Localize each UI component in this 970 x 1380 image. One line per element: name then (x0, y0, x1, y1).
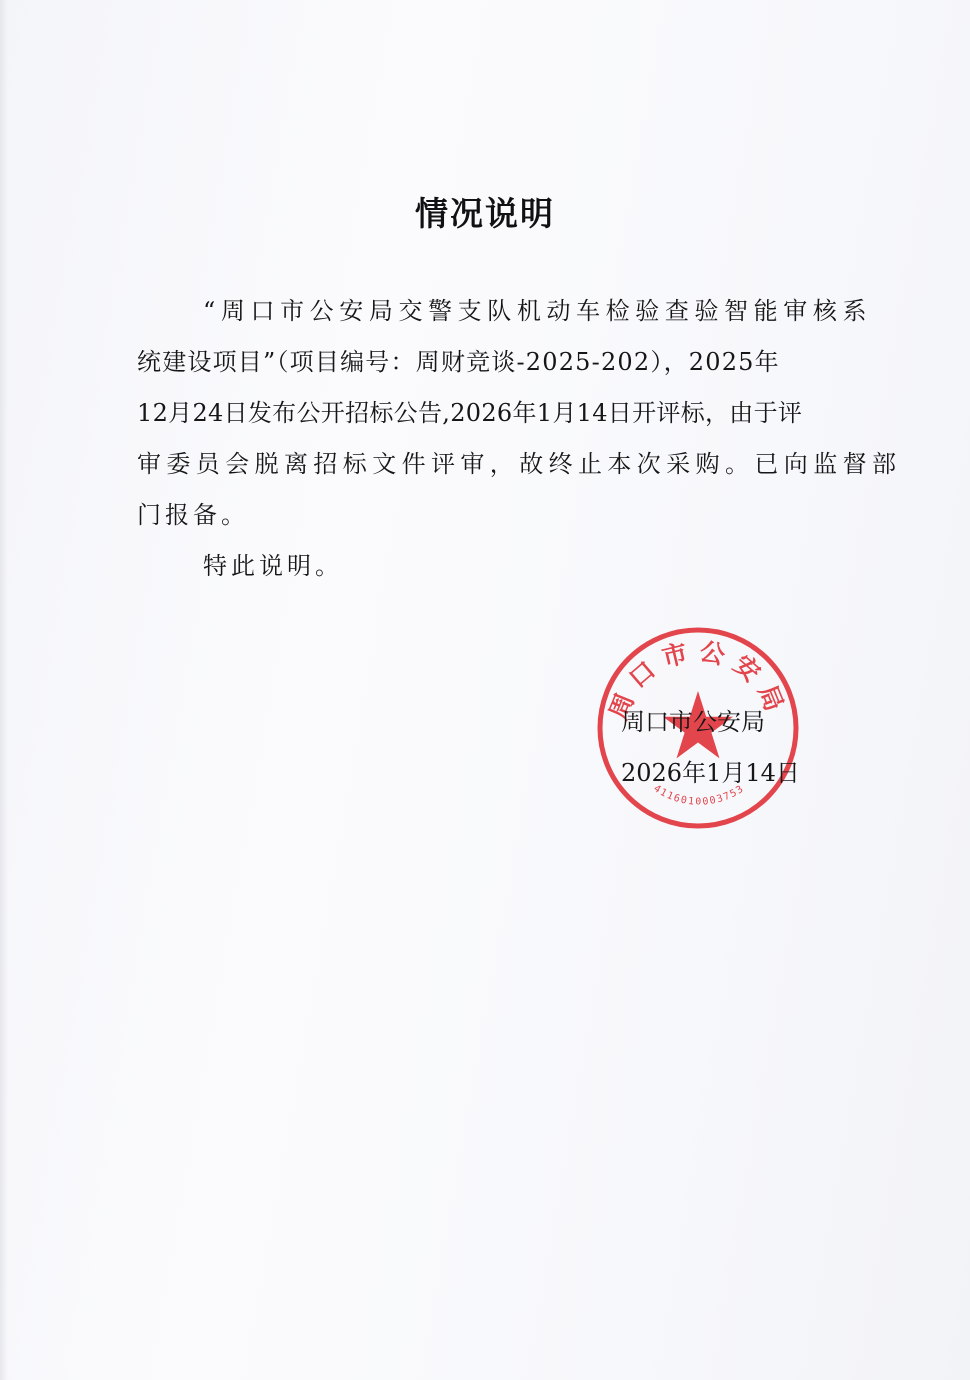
body-line: 门报备。 (137, 501, 249, 529)
signature-date: 2026年1月14日 (621, 759, 800, 787)
body-line: “周口市公安局交警支队机动车检验查验智能审核系 (203, 297, 873, 325)
seal-arc-text: 周口市公安局 (603, 636, 793, 724)
body-line: 审委员会脱离招标文件评审，故终止本次采购。已向监督部 (137, 450, 902, 478)
document-title: 情况说明 (415, 194, 555, 233)
signature-organization: 周口市公安局 (621, 708, 765, 736)
body-line: 统建设项目”（项目编号：周财竞谈-2025-202），2025年 (137, 348, 780, 376)
seal-code: 4116010003753 (651, 783, 747, 808)
body-line: 12月24日发布公开招标公告,2026年1月14日开评标，由于评 (137, 399, 803, 427)
closing-line: 特此说明。 (203, 552, 343, 580)
